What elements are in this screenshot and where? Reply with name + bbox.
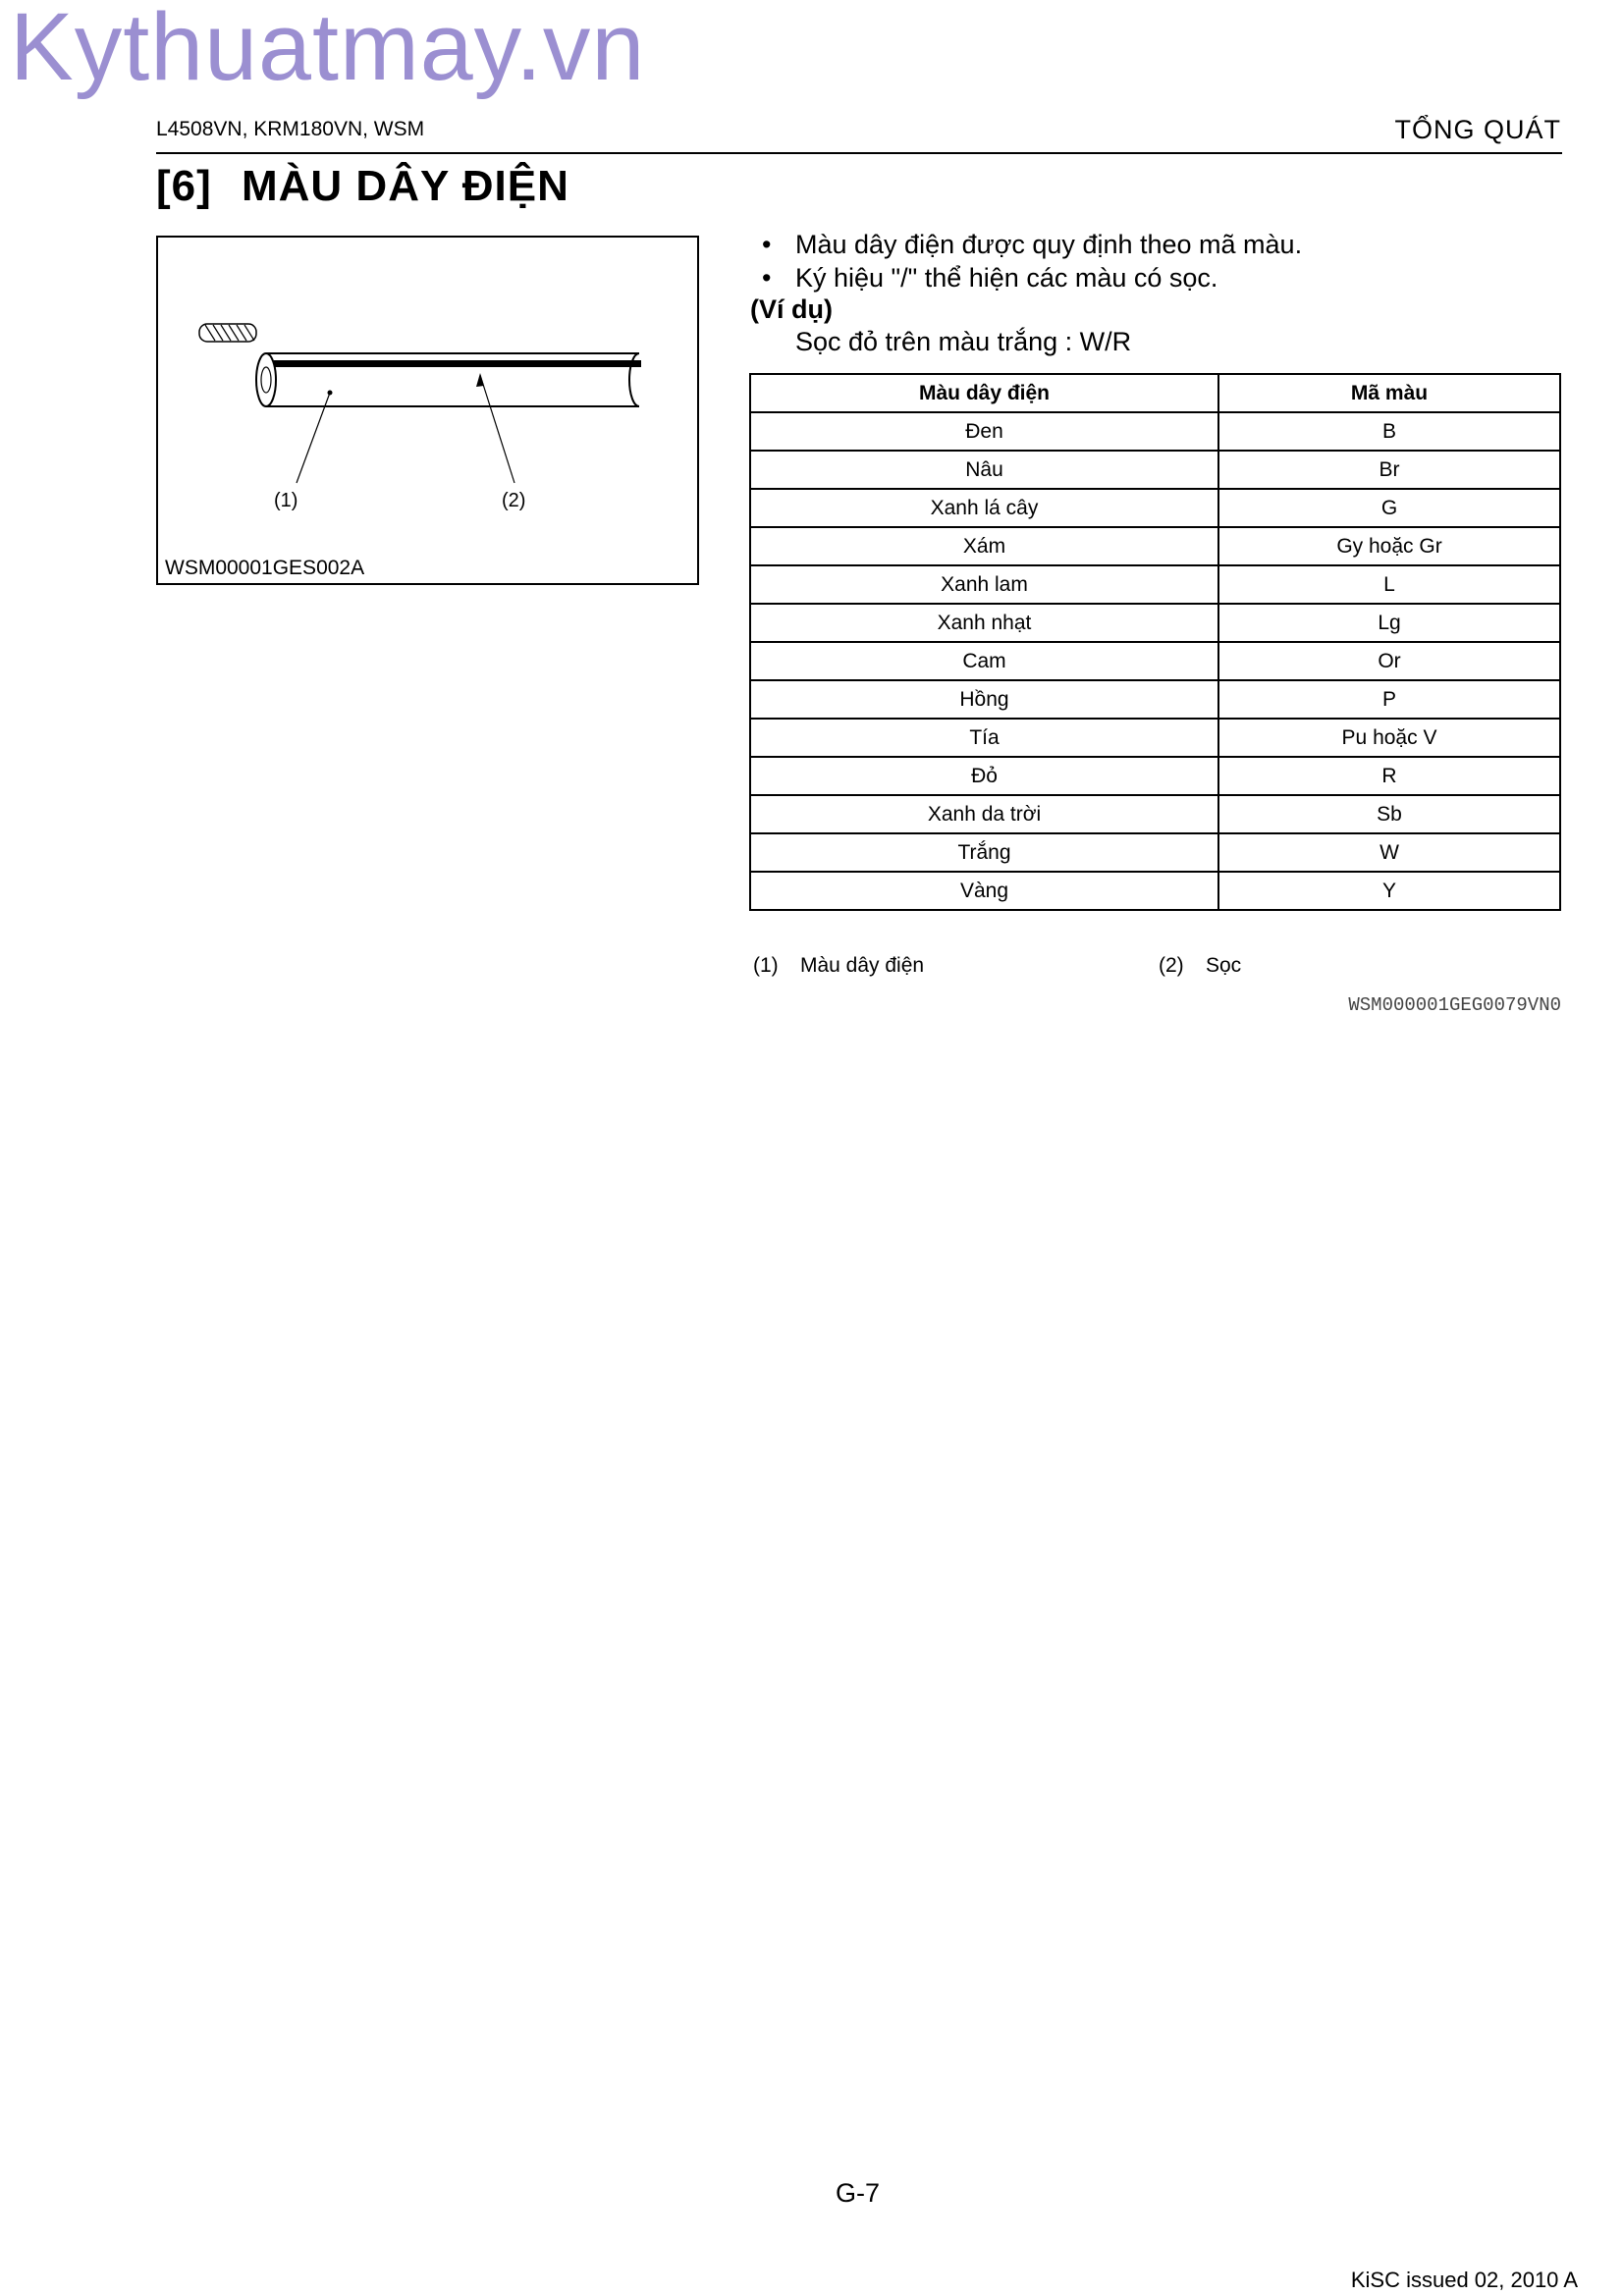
figure-id: WSM00001GES002A	[165, 557, 365, 579]
cell-code: Pu hoặc V	[1218, 719, 1560, 757]
table-row	[750, 719, 1560, 757]
example-label: (Ví dụ)	[750, 294, 833, 324]
column-header-code: Mã màu	[1218, 374, 1560, 412]
wire-conductor	[199, 324, 256, 342]
table-row	[750, 412, 1560, 451]
figure-callout-1: (1)	[274, 490, 298, 511]
section-number: [6]	[156, 162, 212, 210]
cell-color: Xanh nhạt	[750, 604, 1218, 642]
cell-code: Gy hoặc Gr	[1218, 527, 1560, 565]
table-row	[750, 489, 1560, 527]
legend-text: Sọc	[1206, 954, 1242, 977]
section-title: MÀU DÂY ĐIỆN	[242, 162, 569, 210]
header-chapter-title: TỔNG QUÁT	[1394, 115, 1561, 144]
legend-item-1	[753, 954, 924, 978]
table-row	[750, 565, 1560, 604]
bullet-item: • Màu dây điện được quy định theo mã màu.	[750, 228, 1302, 261]
cell-code: Lg	[1218, 604, 1560, 642]
cell-color: Trắng	[750, 833, 1218, 872]
legend-number: (1)	[753, 954, 779, 977]
table-row	[750, 527, 1560, 565]
page-number: G-7	[836, 2178, 881, 2208]
cell-code: R	[1218, 757, 1560, 795]
cell-color: Nâu	[750, 451, 1218, 489]
column-header-color: Màu dây điện	[750, 374, 1218, 412]
example-text: Sọc đỏ trên màu trắng : W/R	[795, 327, 1132, 356]
cell-code: L	[1218, 565, 1560, 604]
cell-color: Cam	[750, 642, 1218, 680]
legend-number: (2)	[1159, 954, 1184, 977]
cell-code: G	[1218, 489, 1560, 527]
table-row	[750, 872, 1560, 910]
cell-code: Y	[1218, 872, 1560, 910]
legend-item-2	[1159, 954, 1241, 978]
wire-figure	[156, 236, 699, 585]
table-row	[750, 680, 1560, 719]
document-code: WSM000001GEG0079VN0	[1348, 994, 1561, 1016]
table-row	[750, 642, 1560, 680]
table-row	[750, 451, 1560, 489]
cell-code: W	[1218, 833, 1560, 872]
wire-illustration	[158, 238, 701, 587]
legend-text: Màu dây điện	[800, 954, 925, 977]
section-heading	[156, 162, 569, 211]
cell-color: Hồng	[750, 680, 1218, 719]
color-code-table	[749, 373, 1561, 911]
table-row	[750, 604, 1560, 642]
cell-color: Xanh lam	[750, 565, 1218, 604]
cell-code: Or	[1218, 642, 1560, 680]
table-row	[750, 757, 1560, 795]
cell-color: Xám	[750, 527, 1218, 565]
wire-stripe	[274, 360, 641, 367]
table-header-row	[750, 374, 1560, 412]
cell-color: Tía	[750, 719, 1218, 757]
cell-color: Đỏ	[750, 757, 1218, 795]
cell-code: Br	[1218, 451, 1560, 489]
figure-callout-2: (2)	[502, 490, 526, 511]
table-row	[750, 833, 1560, 872]
cell-color: Vàng	[750, 872, 1218, 910]
table-row	[750, 795, 1560, 833]
cell-code: B	[1218, 412, 1560, 451]
bullet-item: • Ký hiệu "/" thể hiện các màu có sọc.	[750, 261, 1302, 294]
cell-color: Xanh lá cây	[750, 489, 1218, 527]
cell-code: P	[1218, 680, 1560, 719]
watermark-logo: Kythuatmay.vn	[10, 0, 646, 100]
intro-bullets	[750, 228, 1302, 294]
header-model-list: L4508VN, KRM180VN, WSM	[156, 118, 425, 140]
issue-note: KiSC issued 02, 2010 A	[1350, 2268, 1578, 2292]
cell-color: Xanh da trời	[750, 795, 1218, 833]
header-rule	[156, 152, 1562, 154]
cell-color: Đen	[750, 412, 1218, 451]
cell-code: Sb	[1218, 795, 1560, 833]
